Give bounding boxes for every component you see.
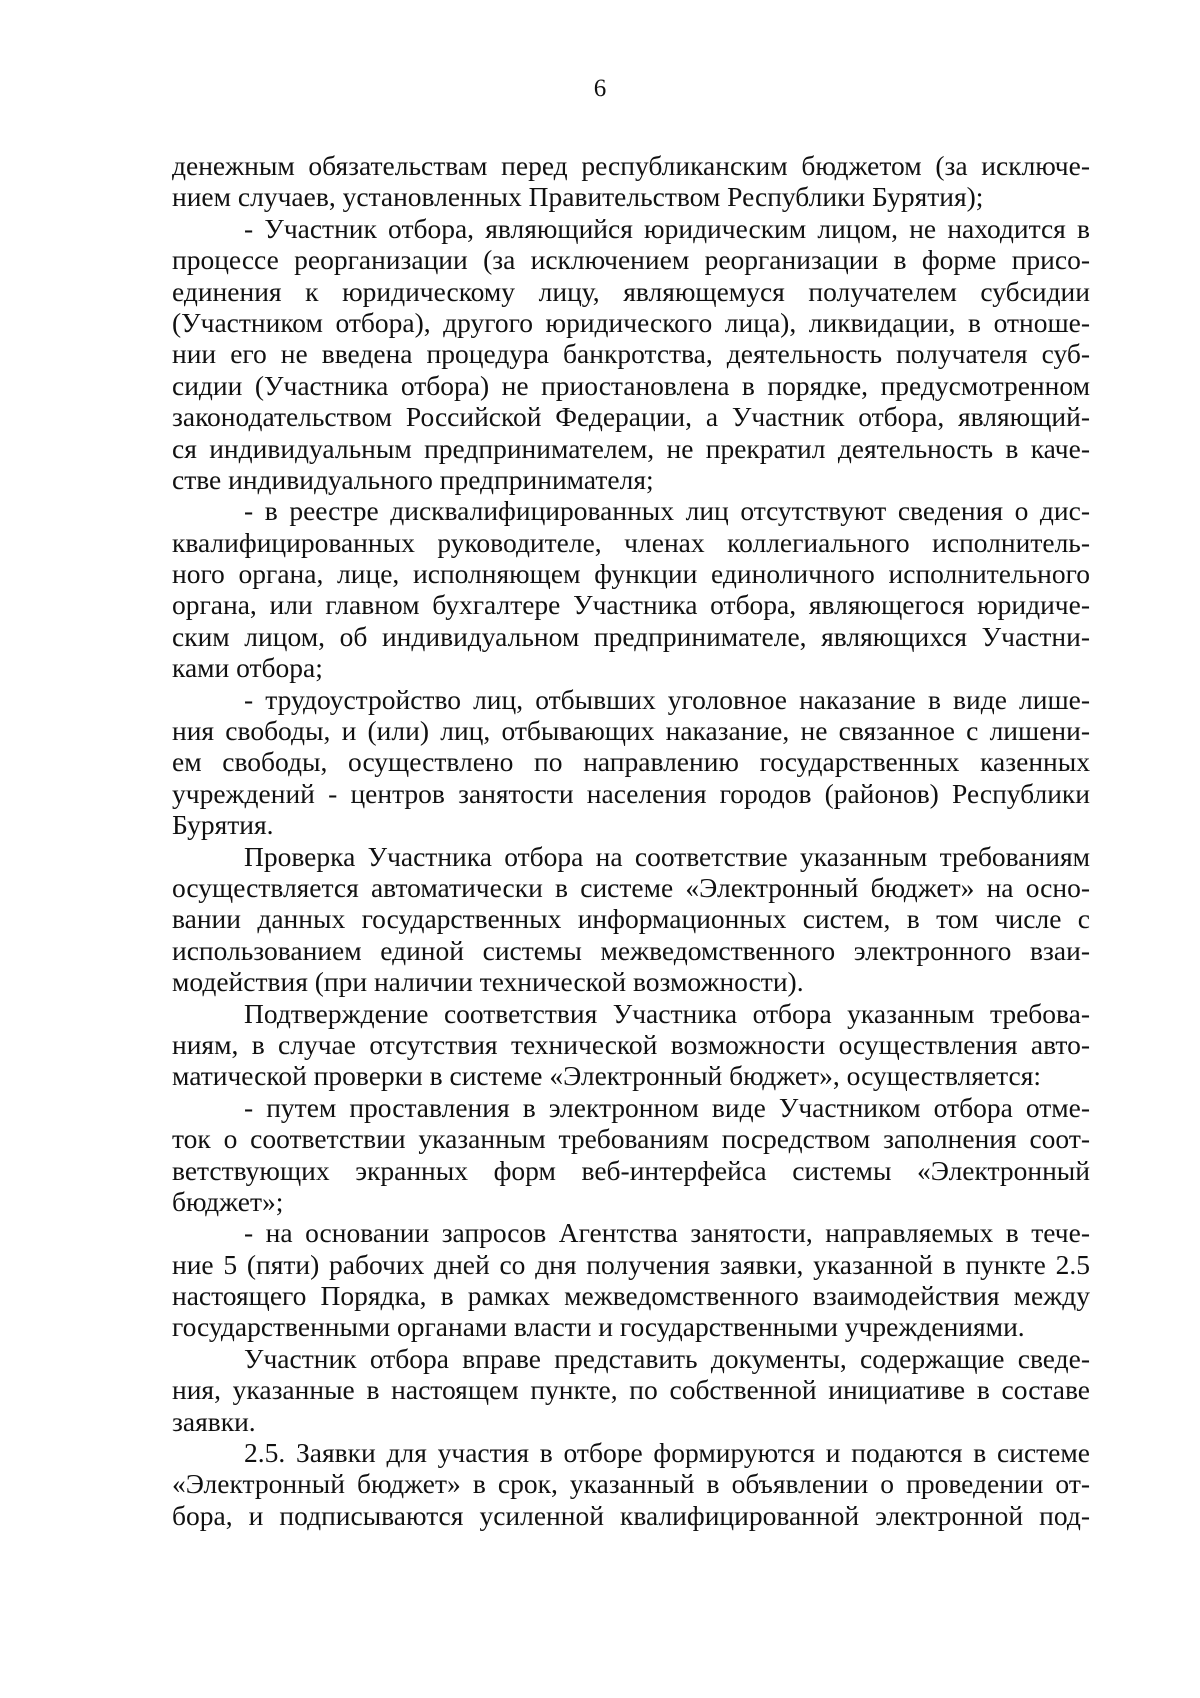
text-line: матической проверки в системе «Электронный бюджет», осуществляется: (172, 1060, 1042, 1092)
text-line: ния свободы, и (или) лиц, отбывающих наказание, не связанное с лишени- (172, 715, 1090, 747)
text-line: квалифицированных руководителе, членах коллегиального исполнитель- (172, 526, 1090, 558)
text-line: - на основании запросов Агентства занятости, направляемых в тече- (244, 1217, 1090, 1249)
text-line: использованием единой системы межведомственного электронного взаи- (172, 934, 1090, 966)
text-line: нии его не введена процедура банкротства, деятельность получателя суб- (172, 338, 1090, 370)
text-line: ние 5 (пяти) рабочих дней со дня получения заявки, указанной в пункте 2.5 (172, 1248, 1090, 1280)
text-line: нием случаев, установленных Правительством Республики Бурятия); (172, 181, 984, 213)
text-line: ками отбора; (172, 652, 323, 684)
text-line: ного органа, лице, исполняющем функции единоличного исполнительного (172, 558, 1090, 590)
text-line: модействия (при наличии технической возможности). (172, 966, 804, 998)
text-line: Подтверждение соответствия Участника отбора указанным требова- (244, 997, 1090, 1029)
text-line: бюджет»; (172, 1185, 284, 1217)
text-line: настоящего Порядка, в рамках межведомственного взаимодействия между (172, 1280, 1090, 1312)
text-line: - в реестре дисквалифицированных лиц отсутствуют сведения о дис- (244, 495, 1090, 527)
text-line: Бурятия. (172, 809, 274, 841)
text-line: ветствующих экранных форм веб-интерфейса системы «Электронный (172, 1154, 1090, 1186)
text-line: бора, и подписываются усиленной квалифицированной электронной под- (172, 1499, 1090, 1531)
text-line: - трудоустройство лиц, отбывших уголовное наказание в виде лише- (244, 683, 1090, 715)
text-line: - путем проставления в электронном виде Участником отбора отме- (244, 1091, 1090, 1123)
text-line: государственными органами власти и государственными учреждениями. (172, 1311, 1025, 1343)
text-line: ниям, в случае отсутствия технической возможности осуществления авто- (172, 1028, 1090, 1060)
text-line: законодательством Российской Федерации, а Участник отбора, являющий- (172, 401, 1090, 433)
text-line: вании данных государственных информационных систем, в том числе с (172, 903, 1090, 935)
text-line: - Участник отбора, являющийся юридическим лицом, не находится в (244, 212, 1090, 244)
text-line: 2.5. Заявки для участия в отборе формируются и подаются в системе (244, 1437, 1090, 1469)
text-line: учреждений - центров занятости населения городов (районов) Республики (172, 777, 1090, 809)
text-line: (Участником отбора), другого юридического лица), ликвидации, в отноше- (172, 306, 1090, 338)
page-number: 6 (593, 75, 607, 102)
text-line: сидии (Участника отбора) не приостановлена в порядке, предусмотренном (172, 369, 1090, 401)
text-line: «Электронный бюджет» в срок, указанный в объявлении о проведении от- (172, 1468, 1090, 1500)
text-line: заявки. (172, 1405, 256, 1437)
text-line: единения к юридическому лицу, являющемуся получателем субсидии (172, 275, 1090, 307)
text-line: Участник отбора вправе представить документы, содержащие сведе- (244, 1342, 1090, 1374)
text-line: Проверка Участника отбора на соответствие указанным требованиям (244, 840, 1090, 872)
text-line: органа, или главном бухгалтере Участника отбора, являющегося юридиче- (172, 589, 1090, 621)
text-line: ся индивидуальным предпринимателем, не прекратил деятельность в каче- (172, 432, 1090, 464)
text-line: ток о соответствии указанным требованиям посредством заполнения соот- (172, 1123, 1090, 1155)
text-line: ем свободы, осуществлено по направлению государственных казенных (172, 746, 1090, 778)
text-line: стве индивидуального предпринимателя; (172, 463, 654, 495)
text-line: ния, указанные в настоящем пункте, по собственной инициативе в составе (172, 1374, 1090, 1406)
text-line: денежным обязательствам перед республиканским бюджетом (за исключе- (172, 150, 1090, 181)
text-line: ским лицом, об индивидуальном предпринимателе, являющихся Участни- (172, 620, 1090, 652)
document-body (172, 150, 1090, 1531)
text-line: процессе реорганизации (за исключением реорганизации в форме присо- (172, 244, 1090, 276)
text-line: осуществляется автоматически в системе «Электронный бюджет» на осно- (172, 871, 1090, 903)
